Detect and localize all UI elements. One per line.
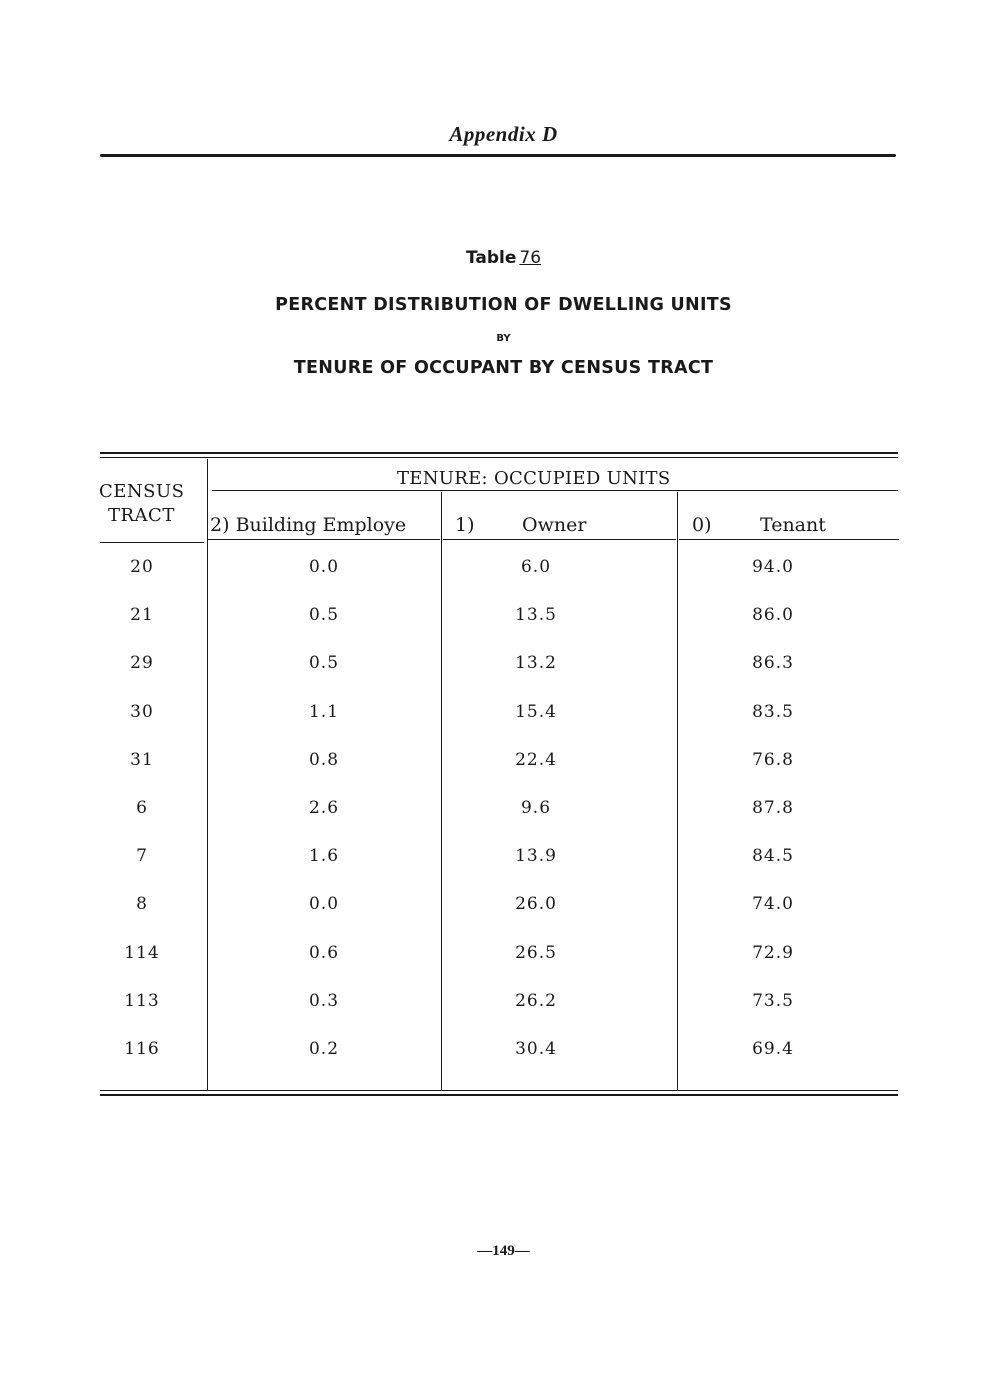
running-head: Appendix D: [449, 122, 558, 146]
cell-tract: 31: [130, 749, 154, 770]
cell-tract: 8: [136, 894, 148, 915]
col-head-building-employe: [210, 514, 406, 536]
cell-tract: 21: [130, 605, 154, 626]
cell-owner: 26.2: [515, 990, 557, 1011]
cell-tenant: 72.9: [752, 942, 794, 963]
table-caption: [0, 248, 1007, 268]
cell-tract: 7: [136, 846, 148, 867]
col-head-rule-2: [443, 539, 676, 540]
table-bottom-rule-2: [100, 1094, 898, 1096]
cell-tenant: 74.0: [752, 894, 794, 915]
cell-building-employe: 1.1: [308, 701, 340, 722]
cell-tract: 113: [124, 990, 160, 1011]
cell-tenant: 69.4: [752, 1039, 794, 1059]
cell-tract: 20: [130, 557, 154, 577]
stub-head-census: CENSUS: [99, 481, 185, 502]
cell-tract: 29: [130, 653, 154, 674]
cell-owner: 15.4: [515, 701, 557, 722]
cell-building-employe: 0.2: [308, 1039, 340, 1059]
table-caption-label: Table: [465, 248, 517, 268]
col-divider-2: [441, 492, 442, 1090]
col-head-rule-3: [679, 539, 899, 540]
cell-owner: 13.9: [515, 846, 557, 867]
cell-building-employe: 0.0: [308, 557, 340, 577]
cell-tenant: 83.5: [752, 701, 794, 722]
table-title-line2: TENURE OF OCCUPANT BY CENSUS TRACT: [293, 358, 714, 378]
cell-tract: 30: [130, 701, 154, 722]
col-code-building-employe: 2): [210, 514, 230, 536]
cell-tenant: 86.0: [752, 605, 794, 626]
stub-head-tract: TRACT: [108, 505, 175, 526]
cell-tenant: 94.0: [752, 557, 794, 577]
col-divider-1: [207, 459, 208, 1090]
cell-building-employe: 0.0: [308, 894, 340, 915]
col-code-owner: 1): [455, 514, 475, 536]
table-number: 76: [519, 248, 542, 268]
table-bottom-rule: [100, 1090, 898, 1091]
cell-tenant: 84.5: [752, 846, 794, 867]
cell-building-employe: 0.6: [308, 942, 340, 963]
table-title-by: BY: [496, 333, 511, 344]
col-label-tenant: Tenant: [760, 514, 826, 536]
spanner-rule: [212, 490, 898, 491]
col-label-building-employe: Building Employe: [235, 514, 407, 536]
cell-owner: 13.5: [515, 605, 557, 626]
cell-owner: 13.2: [515, 653, 557, 674]
cell-building-employe: 0.3: [308, 990, 340, 1011]
cell-building-employe: 2.6: [308, 798, 340, 818]
stub-head-rule: [100, 542, 204, 543]
cell-owner: 26.0: [515, 894, 557, 915]
cell-tenant: 86.3: [752, 653, 794, 674]
cell-building-employe: 0.5: [308, 605, 340, 626]
cell-tract: 114: [124, 942, 160, 963]
running-head-rule: [100, 154, 896, 157]
cell-tract: 6: [136, 798, 148, 818]
col-label-owner: Owner: [522, 514, 587, 536]
page-number: —149—: [477, 1243, 530, 1259]
cell-building-employe: 0.5: [308, 653, 340, 674]
col-code-tenant: 0): [692, 514, 712, 536]
cell-owner: 6.0: [520, 557, 552, 577]
col-head-rule-1: [208, 539, 440, 540]
cell-owner: 30.4: [515, 1039, 557, 1059]
table-top-rule: [100, 452, 898, 454]
cell-tract: 116: [124, 1039, 160, 1059]
cell-tenant: 73.5: [752, 990, 794, 1011]
table-top-rule-2: [100, 457, 898, 458]
cell-tenant: 87.8: [752, 798, 794, 818]
cell-tenant: 76.8: [752, 749, 794, 770]
cell-owner: 9.6: [520, 798, 552, 818]
col-divider-3: [677, 492, 678, 1090]
table-title-line1: PERCENT DISTRIBUTION OF DWELLING UNITS: [275, 295, 732, 315]
spanner-head: TENURE: OCCUPIED UNITS: [397, 468, 671, 489]
cell-owner: 22.4: [515, 749, 557, 770]
cell-owner: 26.5: [515, 942, 557, 963]
cell-building-employe: 0.8: [308, 749, 340, 770]
cell-building-employe: 1.6: [308, 846, 340, 867]
